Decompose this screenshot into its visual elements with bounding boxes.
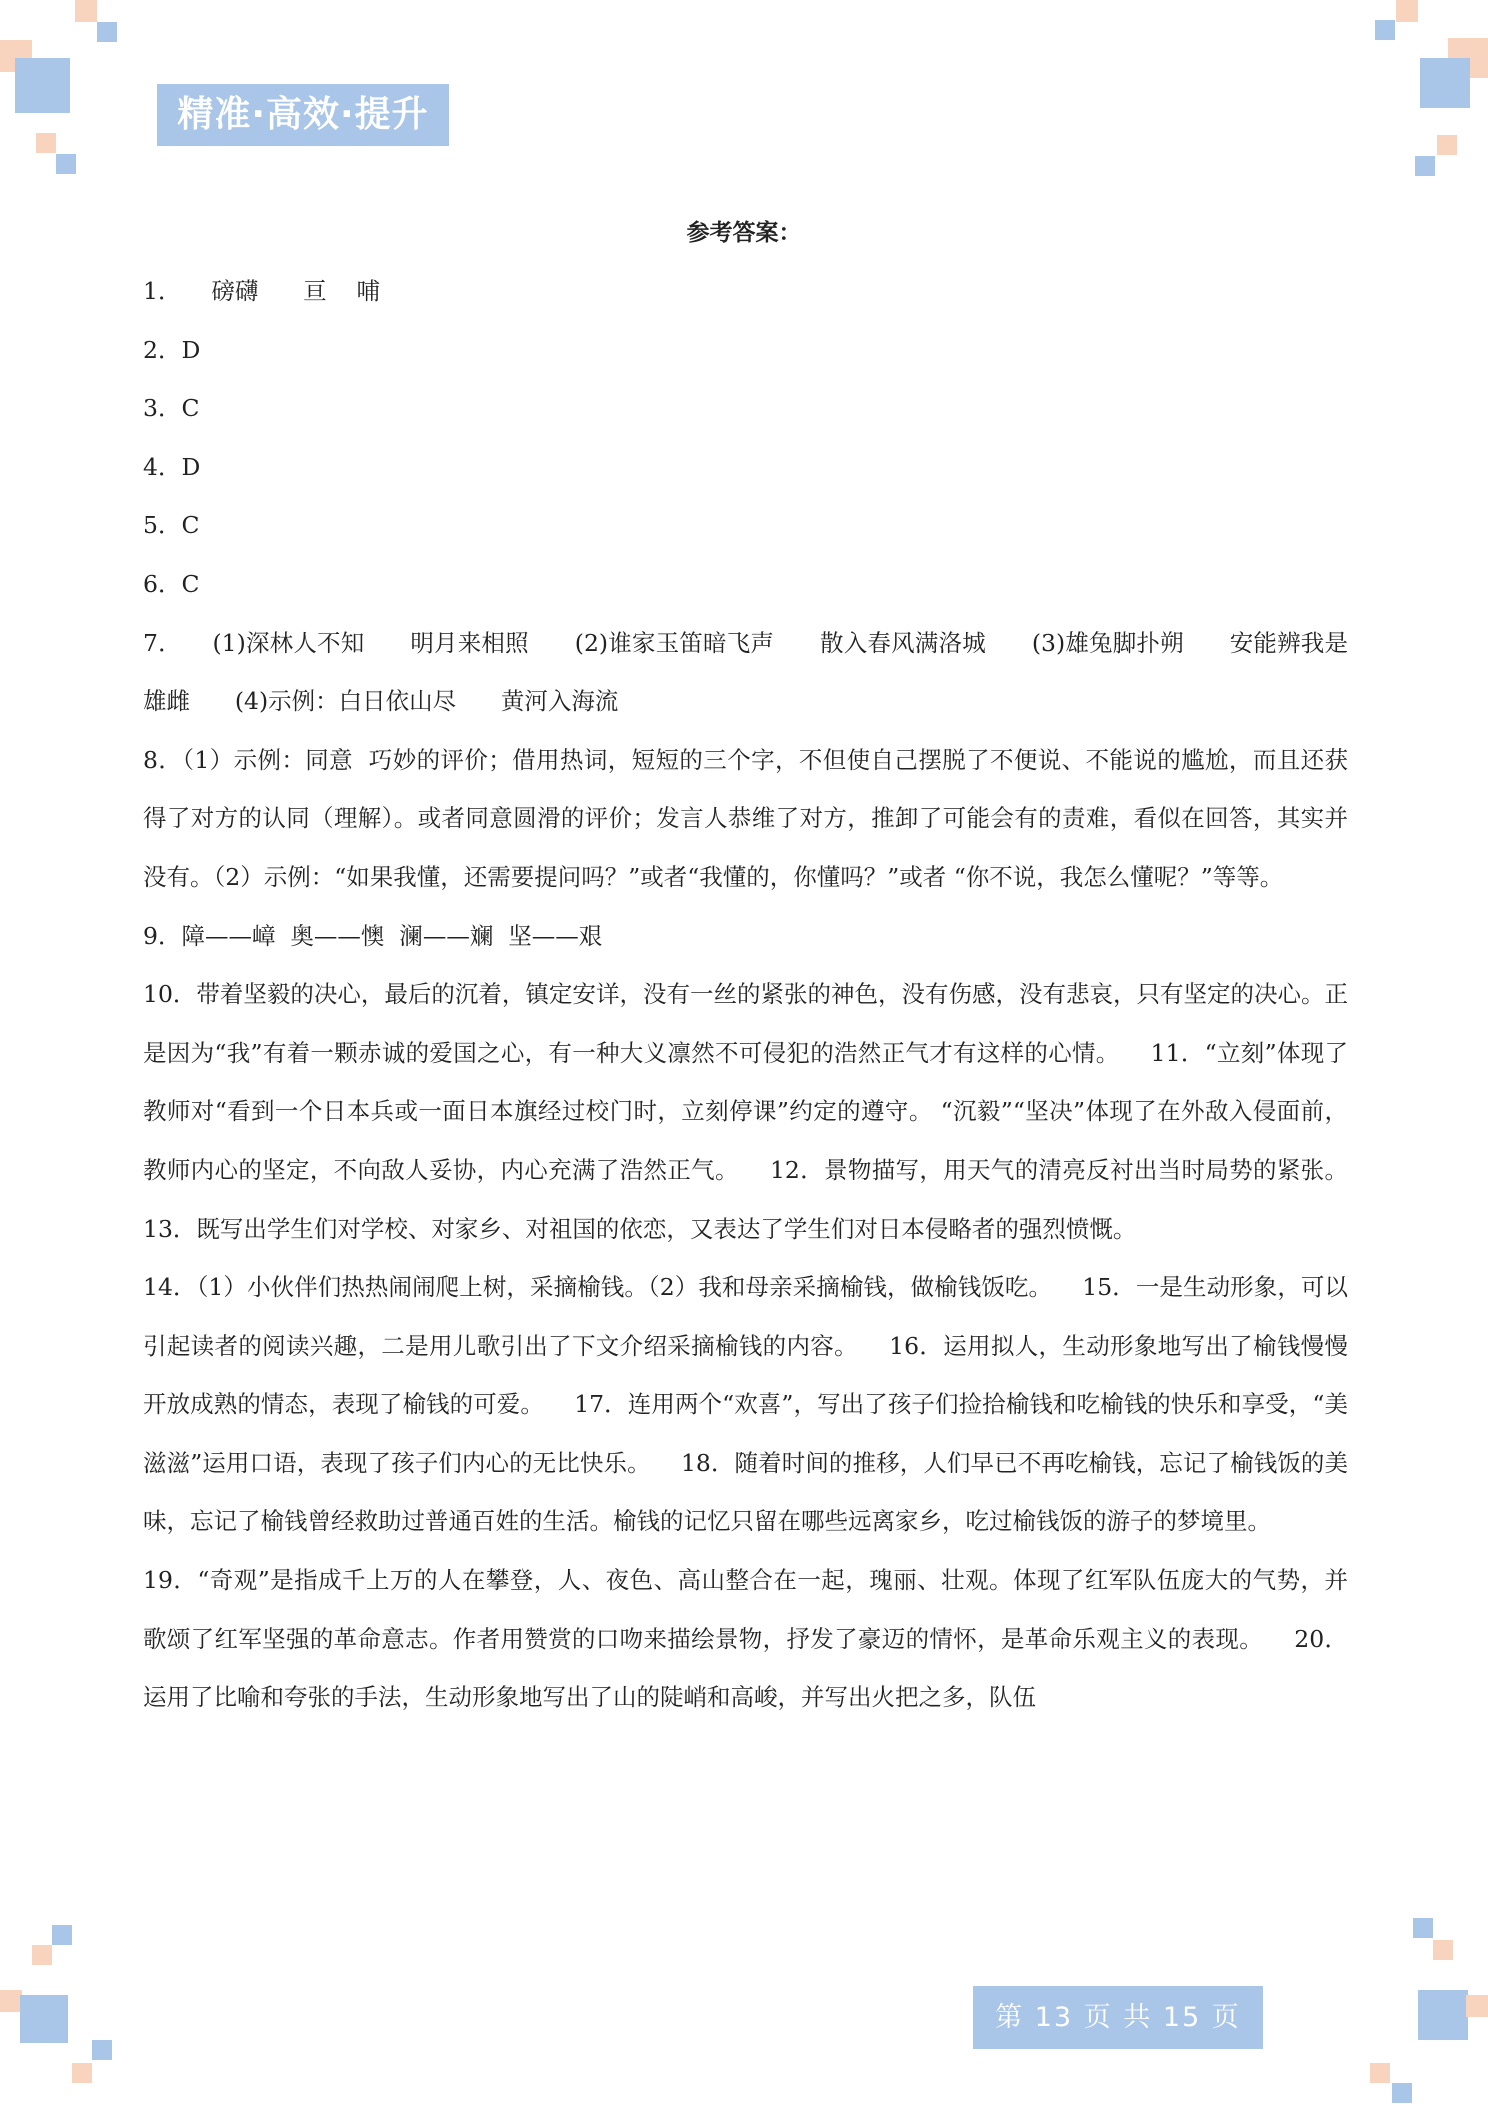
decor-square — [75, 0, 97, 22]
answer-5: 5．C — [143, 511, 200, 540]
answer-7: 7． (1)深林人不知 明月来相照 (2)谁家玉笛暗飞声 散入春风满洛城 (3)雄兔脚扑朔 安能辨我是雄雌 (4)示例：白日依山尽 黄河入海流 — [143, 628, 1348, 716]
decor-square — [1437, 135, 1457, 155]
decor-square — [56, 154, 76, 174]
decor-square — [0, 1990, 22, 2012]
decor-square — [92, 2040, 112, 2060]
decor-square — [15, 58, 70, 113]
answers-heading: 参考答案： — [686, 219, 802, 246]
decor-square — [1392, 2083, 1412, 2103]
decor-square — [52, 1925, 72, 1945]
decor-square — [36, 133, 56, 153]
answer-10-13: 10．带着坚毅的决心，最后的沉着，镇定安详，没有一丝的紧张的神色，没有伤感，没有悲哀，只有坚定的决心。正是因为“我”有着一颗赤诚的爱国之心，有一种大义凛然不可侵犯的浩然正气才有这样的心情。 11．“立刻”体现了教师对“看到一个日本兵或一面日本旗经过校门时，立刻停课”约定的遵守。 “沉毅”“坚决”体现了在外敌入侵面前，教师内心的坚定，不向敌人妥协，内心充满了浩然正气。 12．景物描写，用天气的清亮反衬出当时局势的紧张。 13．既写出学生们对学校、对家乡、对祖国的依恋，又表达了学生们对日本侵略者的强烈愤慨。 — [143, 980, 1378, 1243]
answer-1: 1． 磅礴 亘 哺 — [143, 277, 381, 305]
answer-9: 9．障——嶂 奥——懊 澜——斓 坚——艰 — [143, 921, 603, 950]
answer-6: 6．C — [143, 569, 200, 598]
decor-square — [1418, 1990, 1468, 2040]
answer-8: 8．（1）示例：同意 巧妙的评价；借用热词，短短的三个字，不但使自己摆脱了不便说、不能说的尴尬，而且还获得了对方的认同（理解）。或者同意圆滑的评价；发言人恭维了对方，推卸了可能会有的责难，看似在回答，其实并没有。（2）示例：“如果我懂，还需要提问吗？”或者“我懂的，你懂吗？”或者 “你不说，我怎么懂呢？”等等。 — [143, 745, 1348, 891]
decor-square — [1420, 58, 1470, 108]
header-banner: 精准·高效·提升 — [157, 84, 449, 146]
decor-square — [32, 1945, 52, 1965]
page-indicator: 第 13 页 共 15 页 — [973, 1986, 1263, 2049]
decor-square — [1370, 2063, 1390, 2083]
answer-3: 3．C — [143, 394, 200, 423]
answer-2: 2．D — [143, 335, 201, 364]
decor-square — [1433, 1940, 1453, 1960]
answer-19-20: 19．“奇观”是指成千上万的人在攀登，人、夜色、高山整合在一起，瑰丽、壮观。体现了红军队伍庞大的气势，并歌颂了红军坚强的革命意志。作者用赞赏的口吻来描绘景物，抒发了豪迈的情怀，是革命乐观主义的表现。 20．运用了比喻和夸张的手法，生动形象地写出了山的陡峭和高峻，并写出火把之多，队伍 — [143, 1566, 1348, 1712]
decor-square — [1466, 1995, 1488, 2017]
answer-14-18: 14．（1）小伙伴们热热闹闹爬上树，采摘榆钱。（2）我和母亲采摘榆钱，做榆钱饭吃。 15．一是生动形象，可以引起读者的阅读兴趣，二是用儿歌引出了下文介绍采摘榆钱的内容。 16．运用拟人，生动形象地写出了榆钱慢慢开放成熟的情态，表现了榆钱的可爱。 17．连用两个“欢喜”，写出了孩子们捡拾榆钱和吃榆钱的快乐和享受，“美滋滋”运用口语，表现了孩子们内心的无比快乐。 18．随着时间的推移，人们早已不再吃榆钱，忘记了榆钱饭的美味，忘记了榆钱曾经救助过普通百姓的生活。榆钱的记忆只留在哪些远离家乡，吃过榆钱饭的游子的梦境里。 — [143, 1273, 1348, 1536]
decor-square — [72, 2063, 92, 2083]
decor-square — [97, 22, 117, 42]
decor-square — [1396, 0, 1418, 22]
decor-square — [1413, 1918, 1433, 1938]
answer-4: 4．D — [143, 452, 201, 481]
decor-square — [1375, 20, 1395, 40]
answers-content — [143, 262, 1378, 1727]
decor-square — [20, 1995, 68, 2043]
decor-square — [1415, 156, 1435, 176]
